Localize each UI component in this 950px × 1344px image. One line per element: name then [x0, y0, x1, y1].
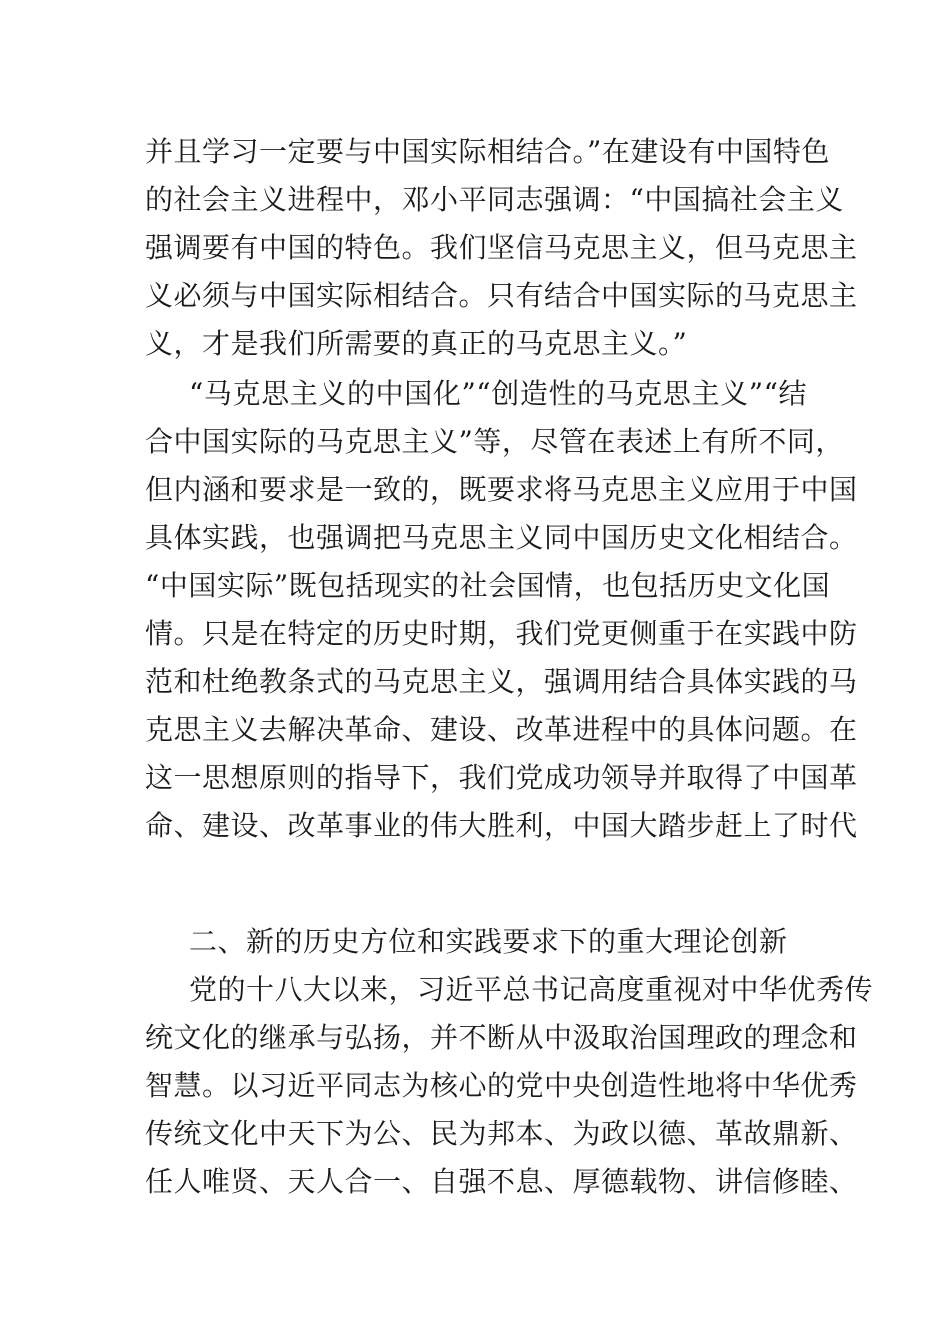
paragraph-2-line: 范和杜绝教条式的马克思主义，强调用结合具体实践的马: [145, 665, 858, 698]
paragraph-2-line: 情。只是在特定的历史时期，我们党更侧重于在实践中防: [145, 617, 858, 650]
paragraph-3-line: 统文化的继承与弘扬，并不断从中汲取治国理政的理念和: [145, 1021, 858, 1054]
paragraph-2-line: “中国实际”既包括现实的社会国情，也包括历史文化国: [145, 569, 831, 602]
paragraph-1-line: 并且学习一定要与中国实际相结合。”在建设有中国特色: [145, 135, 830, 168]
paragraph-1-line: 强调要有中国的特色。我们坚信马克思主义，但马克思主: [145, 231, 858, 264]
section-heading: 二、新的历史方位和实践要求下的重大理论创新: [189, 925, 788, 958]
paragraph-1-line: 义必须与中国实际相结合。只有结合中国实际的马克思主: [145, 279, 858, 312]
paragraph-3-line: 党的十八大以来，习近平总书记高度重视对中华优秀传: [189, 973, 874, 1006]
paragraph-3-line: 智慧。以习近平同志为核心的党中央创造性地将中华优秀: [145, 1069, 858, 1102]
paragraph-1: [145, 128, 858, 368]
paragraph-2-line: “马克思主义的中国化”“创造性的马克思主义”“结: [189, 377, 807, 410]
paragraph-2: [145, 370, 858, 850]
paragraph-3-line: 传统文化中天下为公、民为邦本、为政以德、革故鼎新、: [145, 1117, 858, 1150]
paragraph-2-line: 具体实践，也强调把马克思主义同中国历史文化相结合。: [145, 521, 858, 554]
paragraph-1-line: 的社会主义进程中，邓小平同志强调：“中国搞社会主义: [145, 183, 844, 216]
paragraph-3-line: 任人唯贤、天人合一、自强不息、厚德载物、讲信修睦、: [145, 1165, 858, 1198]
paragraph-2-line: 合中国实际的马克思主义”等，尽管在表述上有所不同，: [145, 425, 844, 458]
paragraph-3: [145, 966, 874, 1206]
paragraph-2-line: 克思主义去解决革命、建设、改革进程中的具体问题。在: [145, 713, 858, 746]
paragraph-2-line: 命、建设、改革事业的伟大胜利，中国大踏步赶上了时代: [145, 809, 858, 842]
paragraph-2-line: 这一思想原则的指导下，我们党成功领导并取得了中国革: [145, 761, 858, 794]
paragraph-2-line: 但内涵和要求是一致的，既要求将马克思主义应用于中国: [145, 473, 858, 506]
paragraph-1-line: 义，才是我们所需要的真正的马克思主义。”: [145, 327, 688, 360]
